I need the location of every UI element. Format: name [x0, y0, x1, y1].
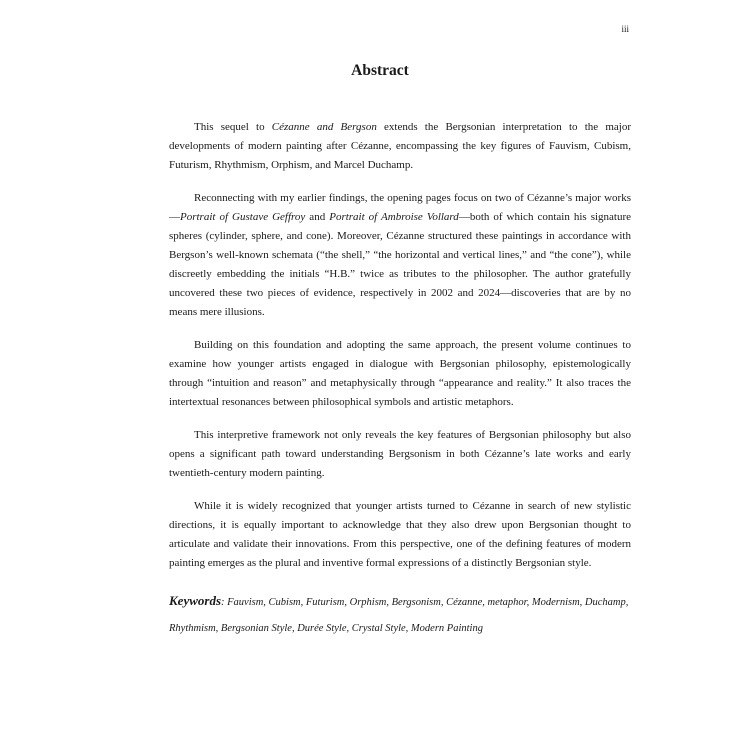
paragraph-2-text-c: —both of which contain his signature spheres (cylinder, sphere, and cone). Moreover, Cézanne structured these paintings in accordance with Bergson’s well-known schemata (“the shell,” “the horizontal and vertical lines,” and “the cone”), while discreetly embedding the initials “H.B.” twice as tributes to the philosopher. The author gratefully uncovered these two pieces of evidence, respectively in 2002 and 2024—discoveries that are by no means mere illusions.	[169, 211, 632, 318]
paragraph-1-text-a: This sequel to	[194, 121, 272, 133]
paragraph-1-text-b: extends the Bergsonian interpretation to the major developments of modern painting after Cézanne, encompassing the key figures of Fauvism, Cubism, Futurism, Rhythmism, Orphism, and Marcel Duchamp.	[169, 121, 632, 171]
keywords-label: Keywords	[169, 593, 221, 608]
paragraph-4: This interpretive framework not only reveals the key features of Bergsonian philosophy but also opens a significant path toward understanding Bergsonism in both Cézanne’s late works and early twentieth-century modern painting.	[169, 429, 631, 479]
page-number: iii	[621, 24, 629, 34]
artwork-title-geffroy: Portrait of Gustave Geffroy	[180, 211, 306, 223]
keywords-block	[169, 588, 639, 642]
keywords-separator: :	[221, 597, 228, 608]
artwork-title-vollard: Portrait of Ambroise Vollard	[329, 211, 459, 223]
abstract-body	[169, 118, 631, 573]
paragraph-3: Building on this foundation and adopting the same approach, the present volume continues to examine how younger artists engaged in dialogue with Bergsonian philosophy, epistemologically through “intuition and reason” and metaphysically through “appearance and reality.” It also traces the intertextual resonances between philosophical symbols and artistic metaphors.	[169, 339, 631, 408]
keywords-list: Fauvism, Cubism, Futurism, Orphism, Bergsonism, Cézanne, metaphor, Modernism, Duchamp, Rhythmism, Bergsonian Style, Durée Style, Crystal Style, Modern Painting	[169, 597, 629, 634]
page-title: Abstract	[351, 62, 409, 79]
paragraph-2-text-b: and	[305, 211, 330, 223]
paragraph-1	[169, 118, 631, 175]
paragraph-2	[169, 189, 631, 322]
paragraph-2-text-a: Reconnecting with my earlier findings, the opening pages focus on two of Cézanne’s major works—	[169, 192, 631, 223]
paragraph-5: While it is widely recognized that younger artists turned to Cézanne in search of new stylistic directions, it is equally important to acknowledge that they also drew upon Bergsonian thought to articulate and validate their innovations. From this perspective, one of the defining features of modern painting emerges as the plural and inventive formal expressions of a distinctly Bergsonian style.	[169, 500, 631, 569]
book-title-cezanne-and-bergson: Cézanne and Bergson	[271, 121, 377, 133]
